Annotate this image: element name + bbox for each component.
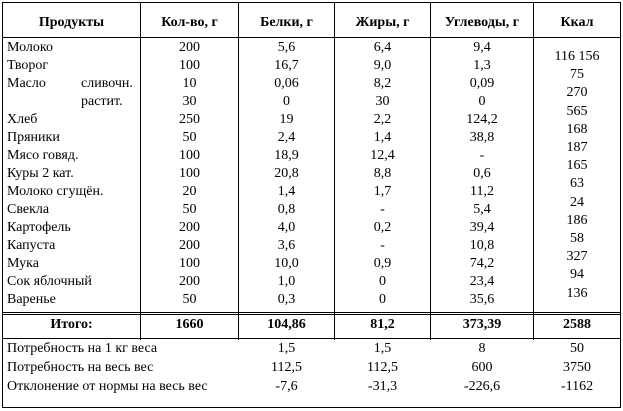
product-qty: 200 <box>179 40 200 55</box>
product-carbs: 23,4 <box>469 274 495 289</box>
product-protein: 3,6 <box>277 238 296 253</box>
product-protein: 4,0 <box>277 220 296 235</box>
product-qty: 100 <box>179 148 200 163</box>
product-carbs: 74,2 <box>469 256 495 271</box>
product-qty: 20 <box>182 184 197 199</box>
header-products: Продукты <box>38 15 105 30</box>
product-protein: 2,4 <box>277 130 296 145</box>
product-name: Молоко <box>7 40 53 55</box>
product-qty: 50 <box>182 202 197 217</box>
nutrition-table <box>2 2 621 408</box>
header-carbs: Углеводы, г <box>444 15 520 30</box>
product-qty: 200 <box>179 238 200 253</box>
product-protein: 0,8 <box>277 202 296 217</box>
header-divider <box>3 37 620 38</box>
kcal-value: 270 <box>566 85 588 101</box>
kcal-value: 63 <box>570 176 584 192</box>
needs-carbs: 600 <box>471 360 493 375</box>
needs-kcal: 50 <box>570 341 584 356</box>
product-carbs: 0 <box>478 94 486 109</box>
product-fat: 0,9 <box>373 256 392 271</box>
product-carbs: 11,2 <box>470 184 494 199</box>
header-kcal: Ккал <box>560 15 594 30</box>
product-fat: 0,2 <box>373 220 392 235</box>
product-fat: 8,8 <box>373 166 392 181</box>
needs-protein: 112,5 <box>271 360 302 375</box>
product-fat: 0 <box>379 274 386 289</box>
needs-label: Отклонение от нормы на весь вес <box>7 379 208 394</box>
product-protein: 18,9 <box>274 148 299 163</box>
product-fat: 9,0 <box>373 58 392 73</box>
product-name: Масло <box>7 76 46 91</box>
product-fat: - <box>380 202 385 217</box>
product-name: Картофель <box>7 220 71 235</box>
product-name: Мясо говяд. <box>7 148 79 163</box>
kcal-value: 168 <box>566 121 588 137</box>
product-name: Варенье <box>7 292 56 307</box>
product-name: Капуста <box>7 238 56 253</box>
product-fat: 1,7 <box>373 184 392 199</box>
kcal-value: 58 <box>570 231 584 246</box>
product-fat: 2,2 <box>373 112 392 127</box>
product-protein: 0,06 <box>274 76 299 91</box>
needs-divider <box>3 338 620 339</box>
product-protein: 19 <box>279 112 294 127</box>
kcal-value: 136 <box>566 285 588 301</box>
product-protein: 5,6 <box>277 40 296 55</box>
kcal-value: 165 <box>566 158 588 174</box>
product-carbs: 39,4 <box>469 220 495 235</box>
header-fat: Жиры, г <box>355 15 410 30</box>
kcal-value: 565 <box>566 103 588 119</box>
product-protein: 10,0 <box>274 256 299 271</box>
needs-fat: 112,5 <box>367 360 398 375</box>
product-qty: 200 <box>179 274 200 289</box>
product-subtype: сливочн. <box>81 76 133 91</box>
product-fat: - <box>380 238 385 253</box>
header-protein: Белки, г <box>260 15 313 30</box>
product-qty: 10 <box>182 76 197 91</box>
product-qty: 50 <box>182 292 197 307</box>
product-protein: 1,4 <box>277 184 296 199</box>
kcal-value: 24 <box>570 194 584 210</box>
product-name: Молоко сгущён. <box>7 184 104 199</box>
product-qty: 200 <box>179 220 200 235</box>
product-name: Хлеб <box>7 112 38 127</box>
product-fat: 6,4 <box>373 40 392 55</box>
needs-kcal: 3750 <box>563 360 591 375</box>
product-fat: 0 <box>379 292 386 307</box>
product-fat: 1,4 <box>373 130 392 145</box>
product-name: Сок яблочный <box>7 274 92 289</box>
product-protein: 1,0 <box>277 274 296 289</box>
product-name: Куры 2 кат. <box>7 166 74 181</box>
total-carbs: 373,39 <box>462 317 502 332</box>
product-qty: 250 <box>179 112 200 127</box>
total-protein: 104,86 <box>267 317 306 332</box>
kcal-value: 116 156 <box>554 49 600 64</box>
product-qty: 100 <box>179 166 200 181</box>
product-name: Мука <box>7 256 39 271</box>
kcal-value: 187 <box>566 140 588 155</box>
product-subtype: растит. <box>81 94 123 109</box>
needs-fat: 1,5 <box>373 341 392 356</box>
product-qty: 30 <box>182 94 197 109</box>
product-fat: 8,2 <box>373 76 392 91</box>
header-qty: Кол-во, г <box>161 15 218 30</box>
kcal-value: 186 <box>566 212 588 228</box>
product-protein: 20,8 <box>274 166 299 181</box>
product-protein: 0,3 <box>277 292 296 307</box>
product-carbs: - <box>479 148 485 163</box>
needs-protein: 1,5 <box>277 341 296 356</box>
needs-carbs: -226,6 <box>463 379 501 394</box>
product-carbs: 35,6 <box>469 292 495 307</box>
product-carbs: 10,8 <box>469 238 495 253</box>
product-carbs: 0,6 <box>473 166 491 181</box>
product-protein: 16,7 <box>274 58 299 73</box>
product-protein: 0 <box>283 94 290 109</box>
needs-fat: -31,3 <box>367 379 398 394</box>
total-qty: 1660 <box>175 317 204 332</box>
product-name: Свекла <box>7 202 50 217</box>
kcal-value: 75 <box>570 67 584 83</box>
total-kcal: 2588 <box>563 317 591 332</box>
product-carbs: 5,4 <box>473 202 491 217</box>
product-carbs: 1,3 <box>473 58 491 73</box>
product-carbs: 124,2 <box>466 112 498 127</box>
needs-label: Потребность на весь вес <box>7 360 154 375</box>
product-fat: 12,4 <box>370 148 395 163</box>
product-qty: 50 <box>182 130 197 145</box>
total-fat: 81,2 <box>370 317 395 332</box>
needs-protein: -7,6 <box>275 379 298 394</box>
product-qty: 100 <box>179 58 200 73</box>
product-carbs: 0,09 <box>469 76 495 91</box>
kcal-value: 94 <box>570 267 584 283</box>
needs-label: Потребность на 1 кг веса <box>7 341 158 356</box>
kcal-value: 327 <box>566 249 588 265</box>
total-divider <box>3 312 620 315</box>
needs-kcal: -1162 <box>560 379 594 394</box>
product-qty: 100 <box>179 256 200 271</box>
total-label: Итого: <box>50 317 93 332</box>
product-carbs: 38,8 <box>469 130 495 145</box>
product-carbs: 9,4 <box>473 40 491 55</box>
product-name: Творог <box>7 58 49 73</box>
needs-carbs: 8 <box>478 341 486 356</box>
product-name: Пряники <box>7 130 60 145</box>
product-fat: 30 <box>375 94 390 109</box>
